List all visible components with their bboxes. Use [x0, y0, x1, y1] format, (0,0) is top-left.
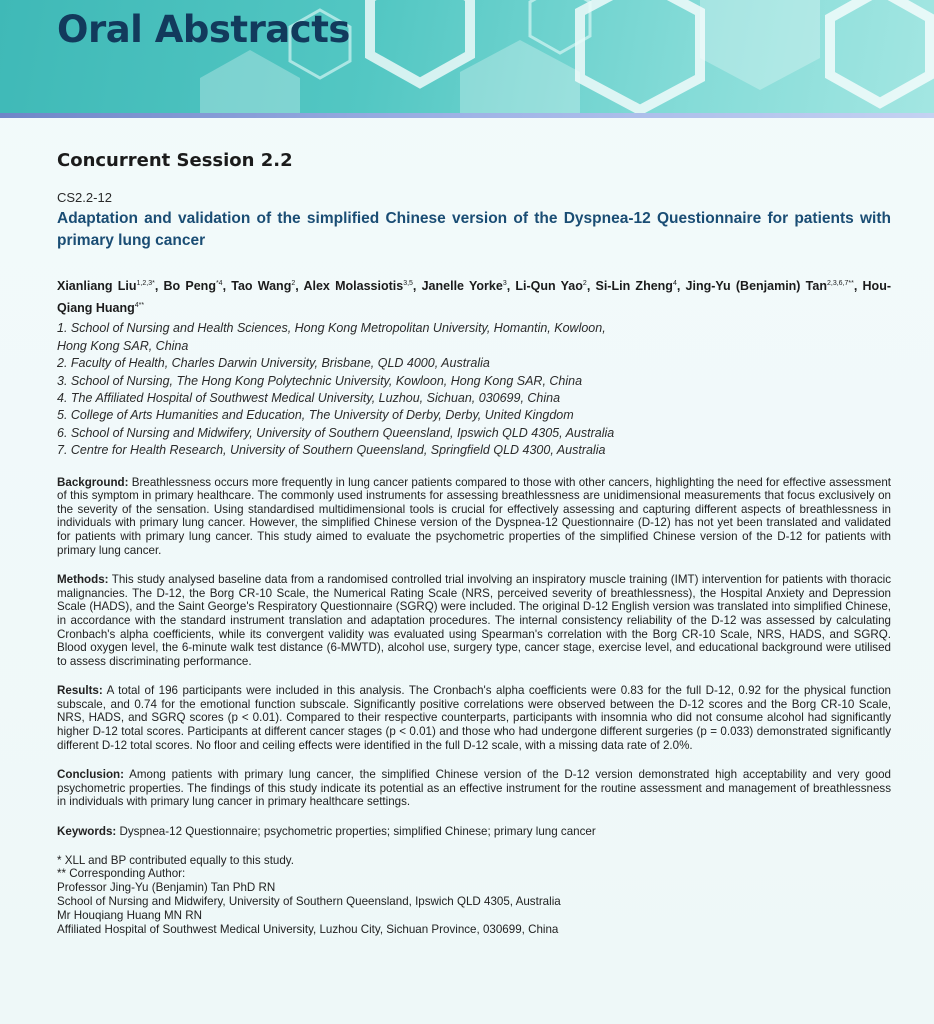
affiliation-line: 5. College of Arts Humanities and Education, The University of Derby, Derby, United Kingdom: [57, 408, 574, 423]
footnote-line: * XLL and BP contributed equally to this study.: [57, 853, 294, 867]
affiliation-line: 4. The Affiliated Hospital of Southwest Medical University, Luzhou, Sichuan, 030699, China: [57, 390, 561, 405]
section-label: Keywords:: [57, 825, 117, 839]
abstract-body: [57, 476, 891, 839]
author-name: Alex Molassiotis: [303, 279, 404, 294]
author-list: [57, 274, 891, 318]
author-affiliation-marker: 2: [291, 280, 296, 287]
author-name: Xianliang Liu: [57, 279, 137, 294]
section-text: Among patients with primary lung cancer, the simplified Chinese version of the D-12 version demonstrated high acceptability and very good psychometric properties. The findings of this study indicate its potential as an effective instrument for the routine assessment and management of breathlessness in individuals with primary lung cancer in primary healthcare settings.: [57, 768, 891, 809]
author-affiliation-marker: 3: [502, 280, 507, 287]
header-divider: [0, 113, 934, 118]
section-text: This study analysed baseline data from a randomised controlled trial involving an inspiratory muscle training (IMT) intervention for patients with thoracic malignancies. The D-12, the Borg CR-10 Scale, the Numerical Rating Scale (NRS, perceived severity of breathlessness), the Hospital Anxiety and Depression Scale (HADS), and the Saint George's Respiratory Questionnaire (SGRQ) were included. The original D-12 English version was translated into simplified Chinese, in accordance with the standard instrument translation and adaptation procedures. The internal consistency reliability of the D-12 was assessed by calculating Cronbach's alpha coefficients, while its convergent validity was evaluated using Spearman's correlation with the Borg CR-10 Scale, NRS, HADS, and SGRQ. Blood oxygen level, the 6-minute walk test distance (6-MWTD), alcohol use, surgery type, cancer stage, exercise level, and educational background were utilised to assess discriminating performance.: [57, 573, 891, 668]
footnotes: [57, 854, 891, 937]
abstract-section: [57, 476, 891, 558]
abstract-section: [57, 768, 891, 809]
abstract-section: [57, 684, 891, 752]
page-header-title: Oral Abstracts: [57, 8, 350, 51]
author-name: Li-Qun Yao: [515, 279, 583, 294]
author-affiliation-marker: 4**: [134, 302, 145, 310]
author-name: Janelle Yorke: [421, 279, 503, 294]
footnote-line: Professor Jing-Yu (Benjamin) Tan PhD RN: [57, 881, 276, 895]
author-separator: ,: [853, 279, 863, 294]
author-separator: ,: [295, 279, 304, 294]
author-separator: ,: [222, 279, 232, 294]
author-affiliation-marker: *4: [215, 280, 223, 287]
author-name: Bo Peng: [163, 279, 216, 294]
author-separator: ,: [676, 279, 686, 294]
author-name: Tao Wang: [231, 279, 292, 294]
author-affiliation-marker: 4: [672, 280, 677, 287]
abstract: [57, 190, 891, 936]
author-separator: ,: [586, 279, 596, 294]
section-label: Conclusion:: [57, 768, 124, 782]
footnote-line: Mr Houqiang Huang MN RN: [57, 908, 202, 922]
author-name: Si-Lin Zheng: [595, 279, 673, 294]
affiliation-line: Hong Kong SAR, China: [57, 338, 189, 353]
abstract-section: [57, 573, 891, 668]
affiliation-line: 6. School of Nursing and Midwifery, University of Southern Queensland, Ipswich QLD 4305, Australia: [57, 425, 615, 440]
footnote-line: School of Nursing and Midwifery, University of Southern Queensland, Ipswich QLD 4305, Australia: [57, 895, 561, 909]
author-separator: ,: [506, 279, 516, 294]
author-affiliation-marker: 2: [582, 280, 587, 287]
section-text: A total of 196 participants were included in this analysis. The Cronbach's alpha coefficients were 0.83 for the full D-12, 0.92 for the physical function subscale, and 0.74 for the emotional function subscale. Significantly positive correlations were observed between the D-12 scores and the Borg CR-10 Scale, NRS, HADS, and SGRQ scores (p < 0.01). Compared to their respective counterparts, participants with insomnia who did not consume alcohol had significantly higher D-12 total scores. Participants at different cancer stages (p < 0.01) and those who had undergone different surgeries (p = 0.033) demonstrated significantly different D-12 total scores. No floor and ceiling effects were identified in the full D-12 scale, with a missing data rate of 2.0%.: [57, 684, 891, 752]
abstract-section: [57, 825, 891, 839]
author-separator: ,: [154, 279, 164, 294]
footnote-line: ** Corresponding Author:: [57, 867, 186, 881]
affiliation-list: [57, 320, 891, 459]
author-separator: ,: [412, 279, 422, 294]
header-banner: [0, 0, 934, 113]
abstract-code: CS2.2-12: [57, 190, 112, 205]
section-text: Breathlessness occurs more frequently in lung cancer patients compared to those with other cancers, highlighting the need for effective assessment of this symptom in primary healthcare. The commonly used instruments for assessing breathlessness are unidimensional measurements that focus exclusively on the severity of the sensation. Using standardised multidimensional tools is crucial for effectively assessing and capturing different aspects of breathlessness in individuals with primary lung cancer. However, the simplified Chinese version of the Dyspnea-12 Questionnaire (D-12) has not yet been translated and validated for patients with primary lung cancer. This study aimed to evaluate the psychometric properties of the simplified Chinese version of the D-12 for patients with primary lung cancer.: [57, 475, 891, 557]
author-name: Hou-Qiang Huang: [57, 279, 891, 316]
section-label: Results:: [57, 684, 103, 698]
affiliation-line: 3. School of Nursing, The Hong Kong Polytechnic University, Kowloon, Hong Kong SAR, China: [57, 373, 583, 388]
section-text: Dyspnea-12 Questionnaire; psychometric properties; simplified Chinese; primary lung cancer: [116, 825, 596, 839]
affiliation-line: 2. Faculty of Health, Charles Darwin University, Brisbane, QLD 4000, Australia: [57, 356, 490, 371]
section-label: Methods:: [57, 573, 109, 587]
abstract-title: Adaptation and validation of the simplified Chinese version of the Dyspnea-12 Questionnaire for patients with primary lung cancer: [57, 210, 891, 249]
session-heading: Concurrent Session 2.2: [57, 150, 293, 171]
affiliation-line: 7. Centre for Health Research, University of Southern Queensland, Springfield QLD 4300, Australia: [57, 443, 606, 458]
author-name: Jing-Yu (Benjamin) Tan: [685, 279, 827, 294]
author-affiliation-marker: 2,3,6,7**: [826, 280, 854, 287]
author-affiliation-marker: 3,5: [403, 280, 413, 287]
section-label: Background:: [57, 475, 129, 489]
author-affiliation-marker: 1,2,3*: [136, 280, 155, 287]
footnote-line: Affiliated Hospital of Southwest Medical University, Luzhou City, Sichuan Province, 030699, China: [57, 922, 559, 936]
affiliation-line: 1. School of Nursing and Health Sciences, Hong Kong Metropolitan University, Homantin, Kowloon,: [57, 321, 606, 336]
